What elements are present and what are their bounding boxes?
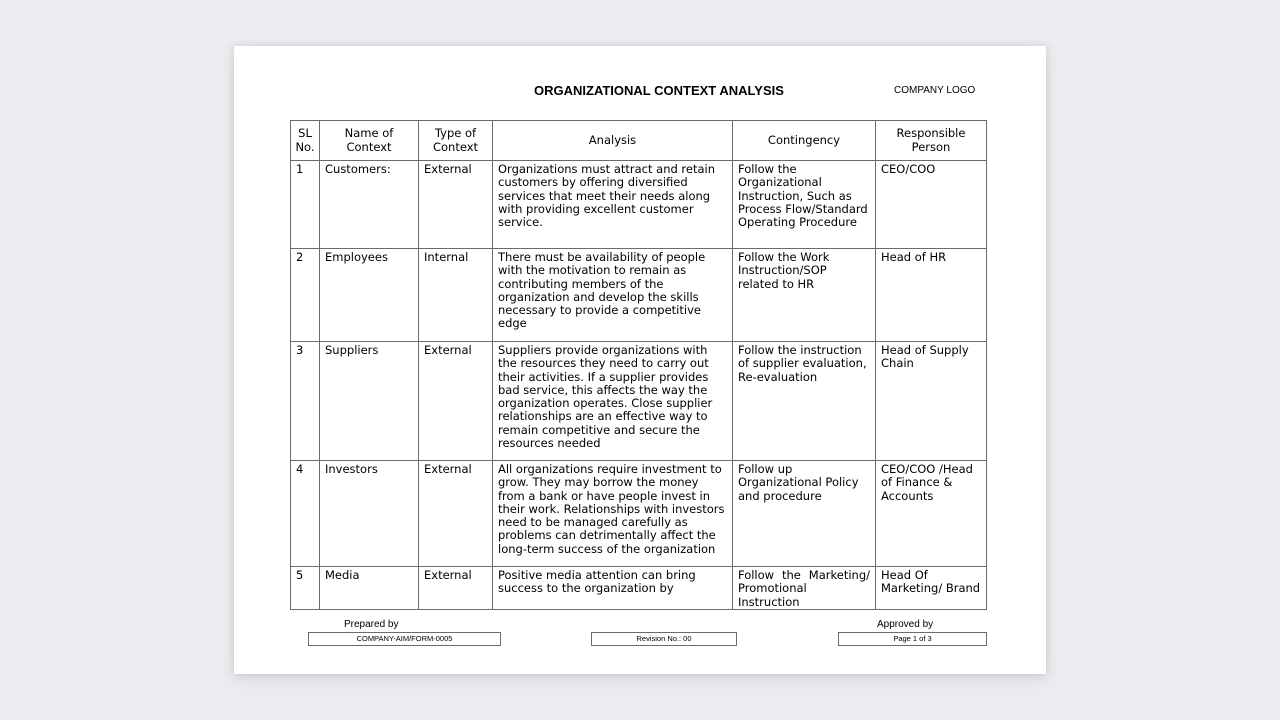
table-row bbox=[291, 461, 987, 567]
company-logo: COMPANY LOGO bbox=[894, 85, 976, 96]
header-analysis: Analysis bbox=[493, 121, 733, 161]
cell-sl-no: 5 bbox=[291, 567, 320, 610]
cell-responsible-person: Head Of Marketing/ Brand bbox=[876, 567, 987, 610]
cell-type-of-context: External bbox=[419, 342, 493, 461]
cell-responsible-person: CEO/COO /Head of Finance & Accounts bbox=[876, 461, 987, 567]
cell-name-of-context: Investors bbox=[320, 461, 419, 567]
cell-type-of-context: External bbox=[419, 161, 493, 249]
header-sl-no: SL No. bbox=[291, 121, 320, 161]
cell-name-of-context: Employees bbox=[320, 249, 419, 342]
header-name-of-context: Name of Context bbox=[320, 121, 419, 161]
table-row bbox=[291, 249, 987, 342]
cell-analysis: All organizations require investment to grow. They may borrow the money from a bank or have people invest in their work. Relationships with investors need to be managed carefully as problems can detrimentally affect the long-term success of the organization bbox=[493, 461, 733, 567]
cell-type-of-context: External bbox=[419, 461, 493, 567]
cell-contingency: Follow the instruction of supplier evaluation, Re-evaluation bbox=[733, 342, 876, 461]
cell-sl-no: 3 bbox=[291, 342, 320, 461]
cell-analysis: There must be availability of people with the motivation to remain as contributing members of the organization and develop the skills necessary to provide a competitive edge bbox=[493, 249, 733, 342]
context-analysis-table bbox=[290, 120, 987, 610]
header-contingency: Contingency bbox=[733, 121, 876, 161]
cell-responsible-person: Head of HR bbox=[876, 249, 987, 342]
page-number-box: Page 1 of 3 bbox=[838, 632, 987, 646]
table-row bbox=[291, 342, 987, 461]
cell-contingency: Follow up Organizational Policy and procedure bbox=[733, 461, 876, 567]
cell-contingency: Follow the Organizational Instruction, Such as Process Flow/Standard Operating Procedure bbox=[733, 161, 876, 249]
cell-sl-no: 4 bbox=[291, 461, 320, 567]
cell-responsible-person: Head of Supply Chain bbox=[876, 342, 987, 461]
document-page bbox=[234, 46, 1046, 674]
table-row bbox=[291, 161, 987, 249]
revision-box: Revision No.: 00 bbox=[591, 632, 737, 646]
cell-name-of-context: Customers: bbox=[320, 161, 419, 249]
cell-responsible-person: CEO/COO bbox=[876, 161, 987, 249]
cell-analysis: Positive media attention can bring success to the organization by bbox=[493, 567, 733, 610]
cell-contingency: Follow the Work Instruction/SOP related to HR bbox=[733, 249, 876, 342]
table-row bbox=[291, 567, 987, 610]
approved-by-label: Approved by bbox=[877, 619, 934, 630]
cell-name-of-context: Media bbox=[320, 567, 419, 610]
header-type-of-context: Type of Context bbox=[419, 121, 493, 161]
form-code-box: COMPANY-AIM/FORM-0005 bbox=[308, 632, 501, 646]
cell-sl-no: 1 bbox=[291, 161, 320, 249]
document-title: ORGANIZATIONAL CONTEXT ANALYSIS bbox=[534, 83, 784, 98]
prepared-by-label: Prepared by bbox=[344, 619, 399, 630]
cell-contingency: Follow the Marketing/ Promotional Instruction bbox=[733, 567, 876, 610]
cell-analysis: Organizations must attract and retain customers by offering diversified services that meet their needs along with providing excellent customer service. bbox=[493, 161, 733, 249]
table-header-row bbox=[291, 121, 987, 161]
cell-analysis: Suppliers provide organizations with the resources they need to carry out their activities. If a supplier provides bad service, this affects the way the organization operates. Close supplier relationships are an effective way to remain competitive and secure the resources needed bbox=[493, 342, 733, 461]
header-responsible-person: Responsible Person bbox=[876, 121, 987, 161]
cell-type-of-context: Internal bbox=[419, 249, 493, 342]
cell-type-of-context: External bbox=[419, 567, 493, 610]
cell-sl-no: 2 bbox=[291, 249, 320, 342]
cell-name-of-context: Suppliers bbox=[320, 342, 419, 461]
